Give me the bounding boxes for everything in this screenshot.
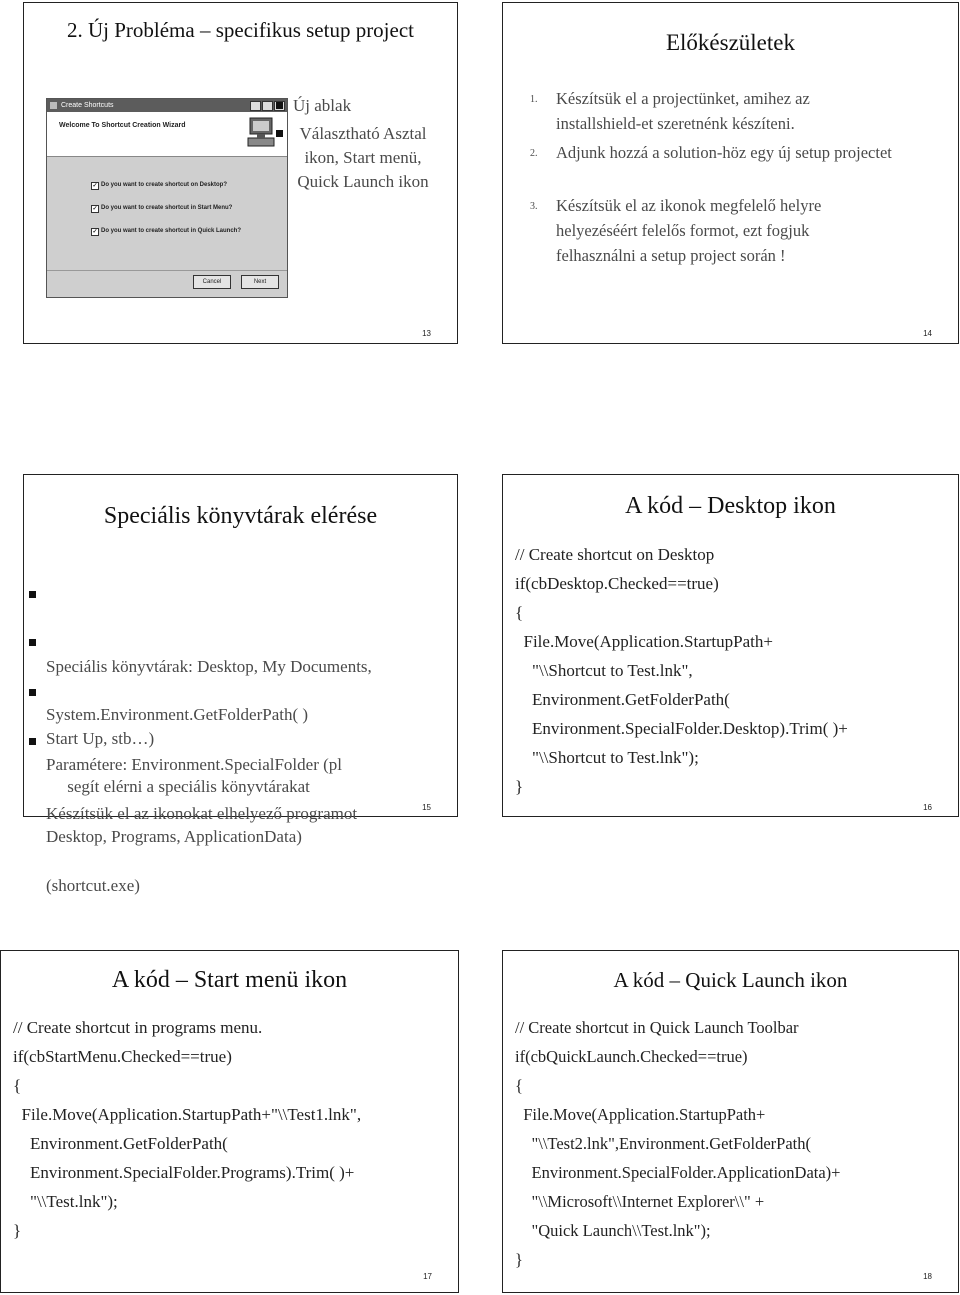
bullet-square-icon: [276, 130, 283, 137]
bullet-text-cont: Desktop, Programs, ApplicationData): [46, 827, 302, 846]
slide-title-text: 2. Új Probléma – specifikus setup project: [66, 18, 414, 42]
numbered-item-3: [530, 193, 886, 268]
slide-title-text: Speciális könyvtárak elérése: [103, 503, 378, 529]
minimize-icon: [250, 101, 261, 111]
code-line: File.Move(Application.StartupPath+"\\Test1.lnk",: [13, 1105, 362, 1124]
item-number: 3.: [530, 201, 538, 212]
item-text: Adjunk hozzá a solution-höz egy új setup projectet: [556, 143, 892, 162]
slide-title: [503, 968, 958, 993]
slide-16: [502, 474, 959, 817]
slide-13: [23, 2, 458, 344]
checkbox-icon: ✓: [92, 229, 98, 235]
cancel-button: Cancel: [193, 275, 231, 289]
bullet-square-icon: [276, 102, 283, 109]
code-line: Environment.GetFolderPath(: [515, 690, 730, 709]
code-line: // Create shortcut in Quick Launch Toolbar: [515, 1018, 799, 1037]
code-line: Environment.SpecialFolder.Programs).Trim( )+: [13, 1163, 355, 1182]
slide-title: [1, 967, 458, 994]
code-line: if(cbQuickLaunch.Checked==true): [515, 1047, 748, 1066]
app-icon: [50, 102, 57, 109]
option-label: Do you want to create shortcut on Desktop?: [101, 182, 228, 188]
bullet-text-cont: (shortcut.exe): [46, 876, 140, 895]
code-line: "\\Test2.lnk",Environment.GetFolderPath(: [515, 1134, 811, 1153]
checkbox-icon: ✓: [92, 206, 98, 212]
option-label: Do you want to create shortcut in Start Menu?: [101, 205, 233, 211]
maximize-icon: [262, 101, 273, 111]
code-line: Environment.GetFolderPath(: [13, 1134, 228, 1153]
item-number: 1.: [530, 94, 538, 105]
slide-title-text: A kód – Quick Launch ikon: [613, 968, 848, 992]
option-label: Do you want to create shortcut in Quick Launch?: [101, 228, 242, 234]
computer-icon: [247, 116, 277, 150]
option-start-menu: [92, 205, 233, 212]
bullet-item: [293, 94, 433, 118]
code-line: }: [515, 1250, 523, 1269]
code-line: File.Move(Application.StartupPath+: [515, 632, 773, 651]
code-line: {: [13, 1076, 22, 1095]
slide-title: [24, 503, 457, 530]
slide-title-text: A kód – Desktop ikon: [625, 493, 836, 519]
bullet-text-cont: segít elérni a speciális könyvtárakat: [46, 777, 310, 796]
dialog-title: Create Shortcuts: [61, 102, 114, 109]
bullet-text: System.Environment.GetFolderPath( ): [46, 705, 309, 724]
page-number: 18: [923, 1272, 932, 1281]
slide-title: [503, 30, 958, 56]
code-line: if(cbStartMenu.Checked==true): [13, 1047, 232, 1066]
code-line: {: [515, 603, 524, 622]
option-desktop: [92, 182, 228, 189]
bullet-text: Speciális könyvtárak: Desktop, My Documents,: [46, 657, 372, 676]
bullet-item: [46, 730, 436, 946]
slide-title-text: A kód – Start menü ikon: [111, 967, 348, 993]
code-line: // Create shortcut on Desktop: [515, 545, 715, 564]
item-text: Készítsük el az ikonok megfelelő helyre helyezéséért felelős formot, ezt fogjuk felhasználni a setup project során !: [556, 196, 822, 265]
next-button: Next: [241, 275, 279, 289]
bullet-square-icon: [29, 738, 36, 745]
checkbox-icon: ✓: [92, 183, 98, 189]
code-line: }: [13, 1221, 22, 1240]
create-shortcuts-dialog-screenshot: [46, 98, 288, 298]
code-block: [13, 1013, 361, 1245]
dialog-separator: [47, 270, 287, 271]
numbered-item-1: [530, 86, 886, 136]
bullet-text: Paramétere: Environment.SpecialFolder (pl: [46, 755, 342, 774]
code-line: }: [515, 777, 524, 796]
code-line: "\\Shortcut to Test.lnk");: [515, 748, 699, 767]
code-line: // Create shortcut in programs menu.: [13, 1018, 263, 1037]
code-line: "Quick Launch\\Test.lnk");: [515, 1221, 711, 1240]
bullet-square-icon: [29, 689, 36, 696]
bullet-text-cont: Start Up, stb…): [46, 729, 155, 748]
bullet-text: Választható Asztal ikon, Start menü, Quick Launch ikon: [297, 124, 429, 191]
page-number: 13: [422, 329, 431, 338]
code-block: [515, 1013, 840, 1274]
dialog-heading: Welcome To Shortcut Creation Wizard: [59, 122, 186, 129]
bullet-item: [293, 122, 433, 194]
slide-title: [24, 15, 457, 46]
dialog-header: [47, 112, 287, 157]
code-line: "\\Microsoft\\Internet Explorer\\" +: [515, 1192, 765, 1211]
option-quick-launch: [92, 228, 242, 235]
code-line: if(cbDesktop.Checked==true): [515, 574, 719, 593]
dialog-titlebar: [47, 99, 287, 112]
slide-15: [23, 474, 458, 895]
code-line: {: [515, 1076, 523, 1095]
page-number: 15: [422, 803, 431, 812]
code-line: "\\Test.lnk");: [13, 1192, 118, 1211]
item-number: 2.: [530, 148, 538, 159]
slide-title: [503, 493, 958, 520]
code-line: Environment.SpecialFolder.Desktop).Trim( )+: [515, 719, 848, 738]
bullet-text: Új ablak: [293, 96, 352, 115]
bullet-square-icon: [29, 591, 36, 598]
code-line: Environment.SpecialFolder.ApplicationData)+: [515, 1163, 841, 1182]
item-text: Készítsük el a projectünket, amihez az installshield-et szeretnénk készíteni.: [556, 89, 810, 133]
bullet-square-icon: [29, 639, 36, 646]
page-number: 16: [923, 803, 932, 812]
slide-title-text: Előkészületek: [665, 30, 795, 55]
bullet-text: Készítsük el az ikonokat elhelyező programot: [46, 804, 358, 823]
code-line: "\\Shortcut to Test.lnk",: [515, 661, 693, 680]
slide-14: [502, 2, 959, 344]
code-line: File.Move(Application.StartupPath+: [515, 1105, 766, 1124]
page-number: 17: [423, 1272, 432, 1281]
slide-17: [0, 950, 459, 1293]
code-block: [515, 540, 848, 801]
slide-18: [502, 950, 959, 1293]
page-number: 14: [923, 329, 932, 338]
numbered-item-2: [530, 140, 896, 165]
